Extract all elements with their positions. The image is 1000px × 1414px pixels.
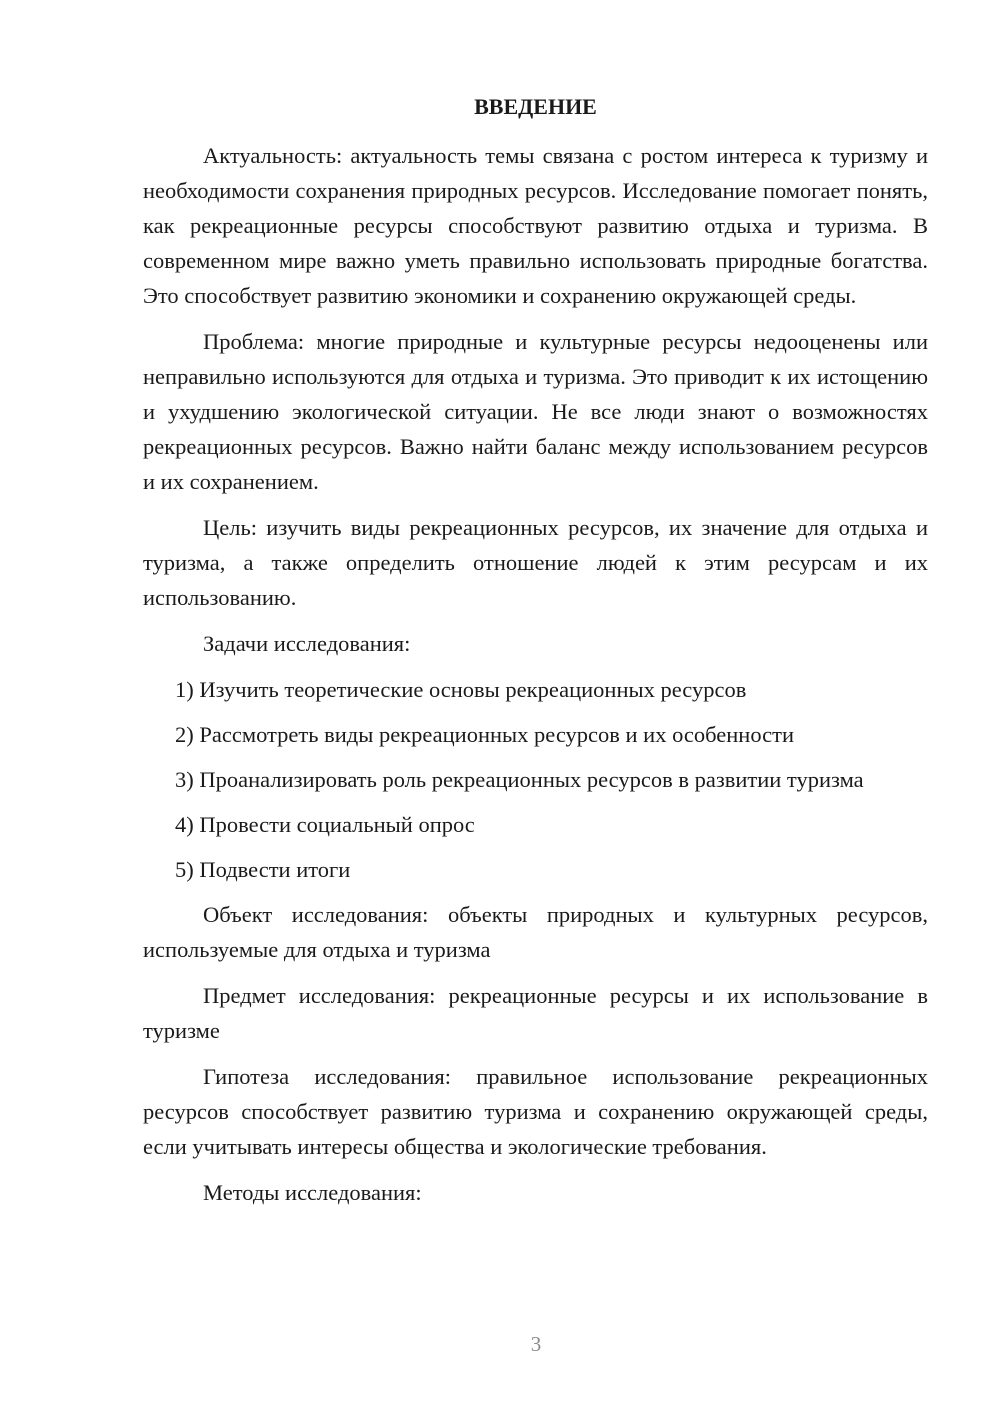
document-page — [143, 92, 928, 1221]
paragraph-object: Объект исследования: объекты природных и культурных ресурсов, используемые для отдыха и туризма — [143, 902, 928, 962]
paragraph-subject: Предмет исследования: рекреационные ресурсы и их использование в туризме — [143, 983, 928, 1043]
list-item-task-4: 4) Провести социальный опрос — [175, 812, 475, 837]
paragraph-goal: Цель: изучить виды рекреационных ресурсов, их значение для отдыха и туризма, а также определить отношение людей к этим ресурсам и их использованию. — [143, 515, 928, 610]
list-item-task-3: 3) Проанализировать роль рекреационных ресурсов в развитии туризма — [175, 767, 864, 792]
section-heading: ВВЕДЕНИЕ — [474, 94, 597, 119]
page-number: 3 — [530, 1332, 542, 1356]
list-item-task-1: 1) Изучить теоретические основы рекреационных ресурсов — [175, 677, 747, 702]
paragraph-hypothesis: Гипотеза исследования: правильное использование рекреационных ресурсов способствует развитию туризма и сохранению окружающей среды, если учитывать интересы общества и экологические требования. — [143, 1064, 928, 1159]
list-item-task-2: 2) Рассмотреть виды рекреационных ресурсов и их особенности — [175, 722, 795, 747]
list-item-task-5: 5) Подвести итоги — [175, 857, 351, 882]
paragraph-relevance: Актуальность: актуальность темы связана с ростом интереса к туризму и необходимости сохранения природных ресурсов. Исследование помогает понять, как рекреационные ресурсы способствуют развитию отдыха и туризма. В современном мире важно уметь правильно использовать природные богатства. Это способствует развитию экономики и сохранению окружающей среды. — [143, 143, 928, 308]
paragraph-methods-title: Методы исследования: — [203, 1180, 422, 1205]
paragraph-problem: Проблема: многие природные и культурные ресурсы недооценены или неправильно используются для отдыха и туризма. Это приводит к их истощению и ухудшению экологической ситуации. Не все люди знают о возможностях рекреационных ресурсов. Важно найти баланс между использованием ресурсов и их сохранением. — [143, 329, 928, 494]
paragraph-tasks-title: Задачи исследования: — [203, 631, 411, 656]
